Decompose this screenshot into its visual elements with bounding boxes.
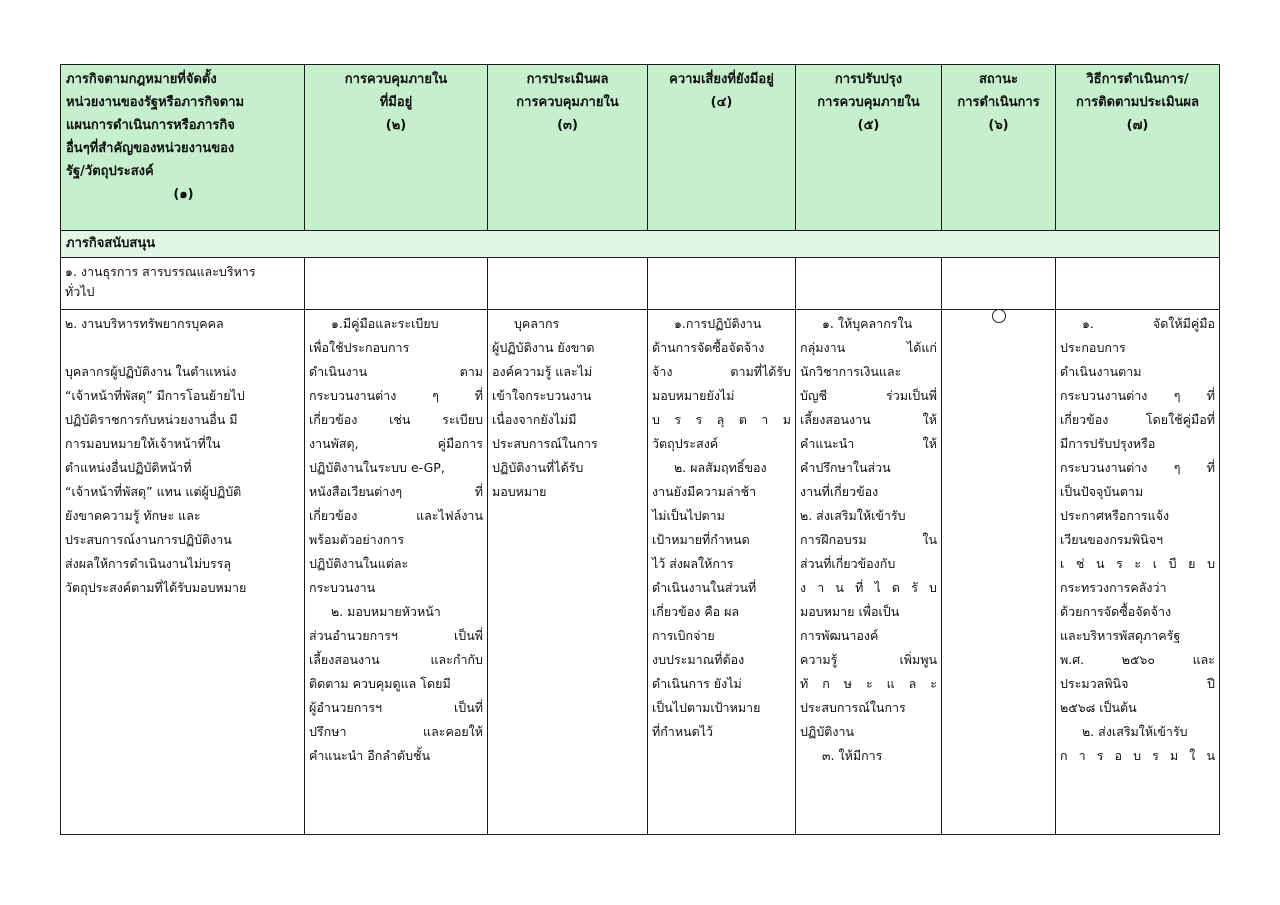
empty-cell <box>942 258 1056 310</box>
cell-line: และบริหารพัสดุภาครัฐ <box>1060 628 1181 643</box>
header-number: (๑) <box>173 187 194 202</box>
cell-line: งบประมาณที่ต้อง <box>652 652 745 667</box>
cell-line: บ ร ร ลุ ต า ม <box>652 412 791 427</box>
cell-line: จ้าง ตามที่ได้รับ <box>652 364 791 379</box>
header-number: (๗) <box>1126 118 1149 133</box>
cell-line: พ.ศ. ๒๕๖๐ และ <box>1060 652 1215 667</box>
cell-line: ปฏิบัติงานในระบบ e-GP, <box>309 460 445 475</box>
cell-line: คำแนะนำ ให้ <box>800 436 937 451</box>
cell-line: งานที่เกี่ยวข้อง <box>800 484 879 499</box>
cell-line: “เจ้าหน้าที่พัสดุ” แทน แต่ผู้ปฏิบัติ <box>65 484 242 499</box>
method-cell <box>1056 310 1220 835</box>
cell-line: บุคลากร <box>514 316 560 331</box>
cell-line: ส่วนที่เกี่ยวข้องกับ <box>800 556 896 571</box>
mission-cell <box>61 258 305 310</box>
internal-control-table <box>60 64 1220 835</box>
status-cell <box>942 310 1056 835</box>
cell-line: ด้วยการจัดซื้อจัดจ้าง <box>1060 604 1172 619</box>
cell-line: ประสบการณ์ในการ <box>492 436 598 451</box>
existing-control-cell <box>305 310 488 835</box>
cell-line: ด้านการจัดซื้อจัดจ้าง <box>652 340 765 355</box>
table-row <box>61 258 1220 310</box>
status-circle-icon <box>992 310 1006 324</box>
header-text: รัฐ/วัตถุประสงค์ <box>66 164 154 179</box>
cell-line: ปรึกษา และคอยให้ <box>309 724 483 739</box>
cell-line: ไว้ ส่งผลให้การ <box>652 556 734 571</box>
cell-line: งานยังมีความล่าช้า <box>652 484 757 499</box>
cell-line: เป็นปัจจุบันตาม <box>1060 484 1144 499</box>
section-row <box>61 231 1220 258</box>
cell-line: ๑. ให้บุคลากรใน <box>822 316 913 331</box>
cell-line: ประสบการณ์งานการปฏิบัติงาน <box>65 532 232 547</box>
cell-line: เข้าใจกระบวนงาน <box>492 388 592 403</box>
cell-line: ดำเนินงานตาม <box>1060 364 1142 379</box>
cell-line: ส่วนอำนวยการฯ เป็นพี่ <box>309 628 483 643</box>
header-evaluation <box>488 65 648 231</box>
cell-line: กระบวนงานต่าง ๆ ที่ <box>1060 460 1215 475</box>
cell-line: เลี้ยงสอนงาน และกำกับ <box>309 652 483 667</box>
cell-line: ๓. ให้มีการ <box>822 748 883 763</box>
header-text: ที่มีอยู่ <box>379 95 413 110</box>
header-mission <box>61 65 305 231</box>
header-text: การปรับปรุง <box>834 72 903 87</box>
header-text: วิธีการดำเนินการ/ <box>1086 72 1189 87</box>
header-text: การควบคุมภายใน <box>344 72 448 87</box>
header-text: การประเมินผล <box>526 72 609 87</box>
evaluation-cell <box>488 310 648 835</box>
header-number: (๖) <box>988 118 1009 133</box>
cell-line: ๑.มีคู่มือและระเบียบ <box>331 316 439 331</box>
cell-line: ๑.การปฏิบัติงาน <box>674 316 762 331</box>
header-text: ภารกิจตามกฎหมายที่จัดตั้ง <box>66 72 217 87</box>
table-row <box>61 310 1220 835</box>
header-status <box>942 65 1056 231</box>
cell-line: กระบวนงาน <box>309 580 376 595</box>
empty-cell <box>648 258 796 310</box>
cell-line: คำปรึกษาในส่วน <box>800 460 891 475</box>
cell-line: ๒๕๖๘ เป็นต้น <box>1060 700 1137 715</box>
cell-line: องค์ความรู้ และไม่ <box>492 364 593 379</box>
cell-line: “เจ้าหน้าที่พัสดุ” มีการโอนย้ายไป <box>65 388 245 403</box>
cell-line: การมอบหมายให้เจ้าหน้าที่ใน <box>65 436 221 451</box>
cell-line: ปฏิบัติราชการกับหน่วยงานอื่น มี <box>65 412 238 427</box>
empty-cell <box>488 258 648 310</box>
cell-line: ๒. ส่งเสริมให้เข้ารับ <box>1082 724 1188 739</box>
cell-line: หนังสือเวียนต่างๆ ที่ <box>309 484 483 499</box>
cell-line: ๒. มอบหมายหัวหน้า <box>331 604 441 619</box>
cell-line: ทั่วไป <box>65 284 95 299</box>
cell-line: ดำเนินงาน ตาม <box>309 364 483 379</box>
cell-line: เป็นไปตามเป้าหมาย <box>652 700 761 715</box>
cell-line: กระบวนงานต่าง ๆ ที่ <box>1060 388 1215 403</box>
header-text: การควบคุมภายใน <box>817 95 920 110</box>
cell-line: วัตถุประสงค์ตามที่ได้รับมอบหมาย <box>65 580 247 595</box>
cell-line: ประมวลพินิจ ปี <box>1060 676 1215 691</box>
cell-line: ๒. ผลสัมฤทธิ์ของ <box>674 460 767 475</box>
header-number: (๒) <box>385 118 407 133</box>
cell-line: งานพัสดุ, คู่มือการ <box>309 436 483 451</box>
empty-cell <box>305 258 488 310</box>
header-text: ความเสี่ยงที่ยังมีอยู่ <box>669 72 774 87</box>
cell-line: กระทรวงการคลังว่า <box>1060 580 1167 595</box>
cell-line: ประกอบการ <box>1060 340 1126 355</box>
cell-line: มอบหมายยังไม่ <box>652 388 735 403</box>
header-text: การติดตามประเมินผล <box>1075 95 1200 110</box>
header-text: หน่วยงานของรัฐหรือภารกิจตาม <box>66 95 245 110</box>
cell-line: ปฏิบัติงานในแต่ละ <box>309 556 409 571</box>
cell-line: การพัฒนาองค์ <box>800 628 879 643</box>
header-improvement <box>796 65 942 231</box>
empty-cell <box>1056 258 1220 310</box>
header-text: สถานะ <box>979 72 1018 87</box>
cell-line: ส่งผลให้การดำเนินงานไม่บรรลุ <box>65 556 232 571</box>
cell-line: มอบหมาย เพื่อเป็น <box>800 604 900 619</box>
header-number: (๕) <box>857 118 880 133</box>
cell-line: ผู้ปฏิบัติงาน ยังขาด <box>492 340 595 355</box>
cell-line: ไม่เป็นไปตาม <box>652 508 725 523</box>
spacer <box>65 336 300 360</box>
header-remaining-risk <box>648 65 796 231</box>
cell-line: การฝึกอบรม ใน <box>800 532 937 547</box>
cell-line: เกี่ยวข้อง คือ ผล <box>652 604 740 619</box>
header-text: แผนการดำเนินการหรือภารกิจ <box>66 118 235 133</box>
cell-line: ประกาศหรือการแจ้ง <box>1060 508 1170 523</box>
header-number: (๔) <box>710 95 733 110</box>
cell-line: มอบหมาย <box>492 484 547 499</box>
cell-line: ก า ร อ บ ร ม ใ น <box>1060 748 1215 763</box>
cell-line: ๑. จัดให้มีคู่มือ <box>1082 316 1215 331</box>
header-text: การดำเนินการ <box>957 95 1040 110</box>
cell-line: ๒. ส่งเสริมให้เข้ารับ <box>800 508 906 523</box>
cell-line: ปฏิบัติงาน <box>800 724 855 739</box>
cell-line: วัตถุประสงค์ <box>652 436 719 451</box>
cell-line: ทั ก ษ ะ แ ล ะ <box>800 676 937 691</box>
cell-line: นักวิชาการเงินและ <box>800 364 902 379</box>
cell-line: บัญชี ร่วมเป็นพี่ <box>800 388 937 403</box>
section-title: ภารกิจสนับสนุน <box>61 231 1220 258</box>
cell-line: พร้อมตัวอย่างการ <box>309 532 405 547</box>
empty-cell <box>796 258 942 310</box>
mission-title: ๒. งานบริหารทรัพยากรบุคคล <box>65 316 224 331</box>
cell-line: คำแนะนำ อีกลำดับชั้น <box>309 748 431 763</box>
cell-line: เป้าหมายที่กำหนด <box>652 532 750 547</box>
cell-line: ที่กำหนดไว้ <box>652 724 714 739</box>
cell-line: ประสบการณ์ในการ <box>800 700 906 715</box>
cell-line: การเบิกจ่าย <box>652 628 715 643</box>
header-text: การควบคุมภายใน <box>516 95 619 110</box>
cell-line: กระบวนงานต่าง ๆ ที่ <box>309 388 483 403</box>
cell-line: ยังขาดความรู้ ทักษะ และ <box>65 508 201 523</box>
cell-line: บุคลากรผู้ปฏิบัติงาน ในตำแหน่ง <box>65 364 237 379</box>
mission-cell <box>61 310 305 835</box>
cell-line: ดำเนินงานในส่วนที่ <box>652 580 757 595</box>
cell-line: ง า น ที่ ไ ด รั บ <box>800 580 937 595</box>
cell-line: ความรู้ เพิ่มพูน <box>800 652 937 667</box>
cell-line: กลุ่มงาน ได้แก่ <box>800 340 937 355</box>
remaining-risk-cell <box>648 310 796 835</box>
cell-line: เกี่ยวข้อง โดยใช้คู่มือที่ <box>1060 412 1215 427</box>
cell-line: เกี่ยวข้อง เช่น ระเบียบ <box>309 412 483 427</box>
cell-line: เวียนของกรมพินิจฯ <box>1060 532 1163 547</box>
cell-line: เลี้ยงสอนงาน ให้ <box>800 412 937 427</box>
improvement-cell <box>796 310 942 835</box>
cell-line: เ ช่ น ร ะ เ บี ย บ <box>1060 556 1215 571</box>
header-method <box>1056 65 1220 231</box>
cell-line: ตำแหน่งอื่นปฏิบัติหน้าที่ <box>65 460 192 475</box>
header-number: (๓) <box>557 118 578 133</box>
cell-line: เกี่ยวข้อง และไฟล์งาน <box>309 508 483 523</box>
header-row <box>61 65 1220 231</box>
cell-line: เพื่อใช้ประกอบการ <box>309 340 410 355</box>
cell-line: ปฏิบัติงานที่ได้รับ <box>492 460 584 475</box>
cell-line: ดำเนินการ ยังไม่ <box>652 676 742 691</box>
header-text: อื่นๆที่สำคัญของหน่วยงานของ <box>66 141 235 156</box>
cell-line: ๑. งานธุรการ สารบรรณและบริหาร <box>65 264 256 279</box>
cell-line: มีการปรับปรุงหรือ <box>1060 436 1156 451</box>
cell-line: เนื่องจากยังไม่มี <box>492 412 577 427</box>
cell-line: ผู้อำนวยการฯ เป็นที่ <box>309 700 483 715</box>
cell-line: ติดตาม ควบคุมดูแล โดยมี <box>309 676 451 691</box>
header-existing-control <box>305 65 488 231</box>
